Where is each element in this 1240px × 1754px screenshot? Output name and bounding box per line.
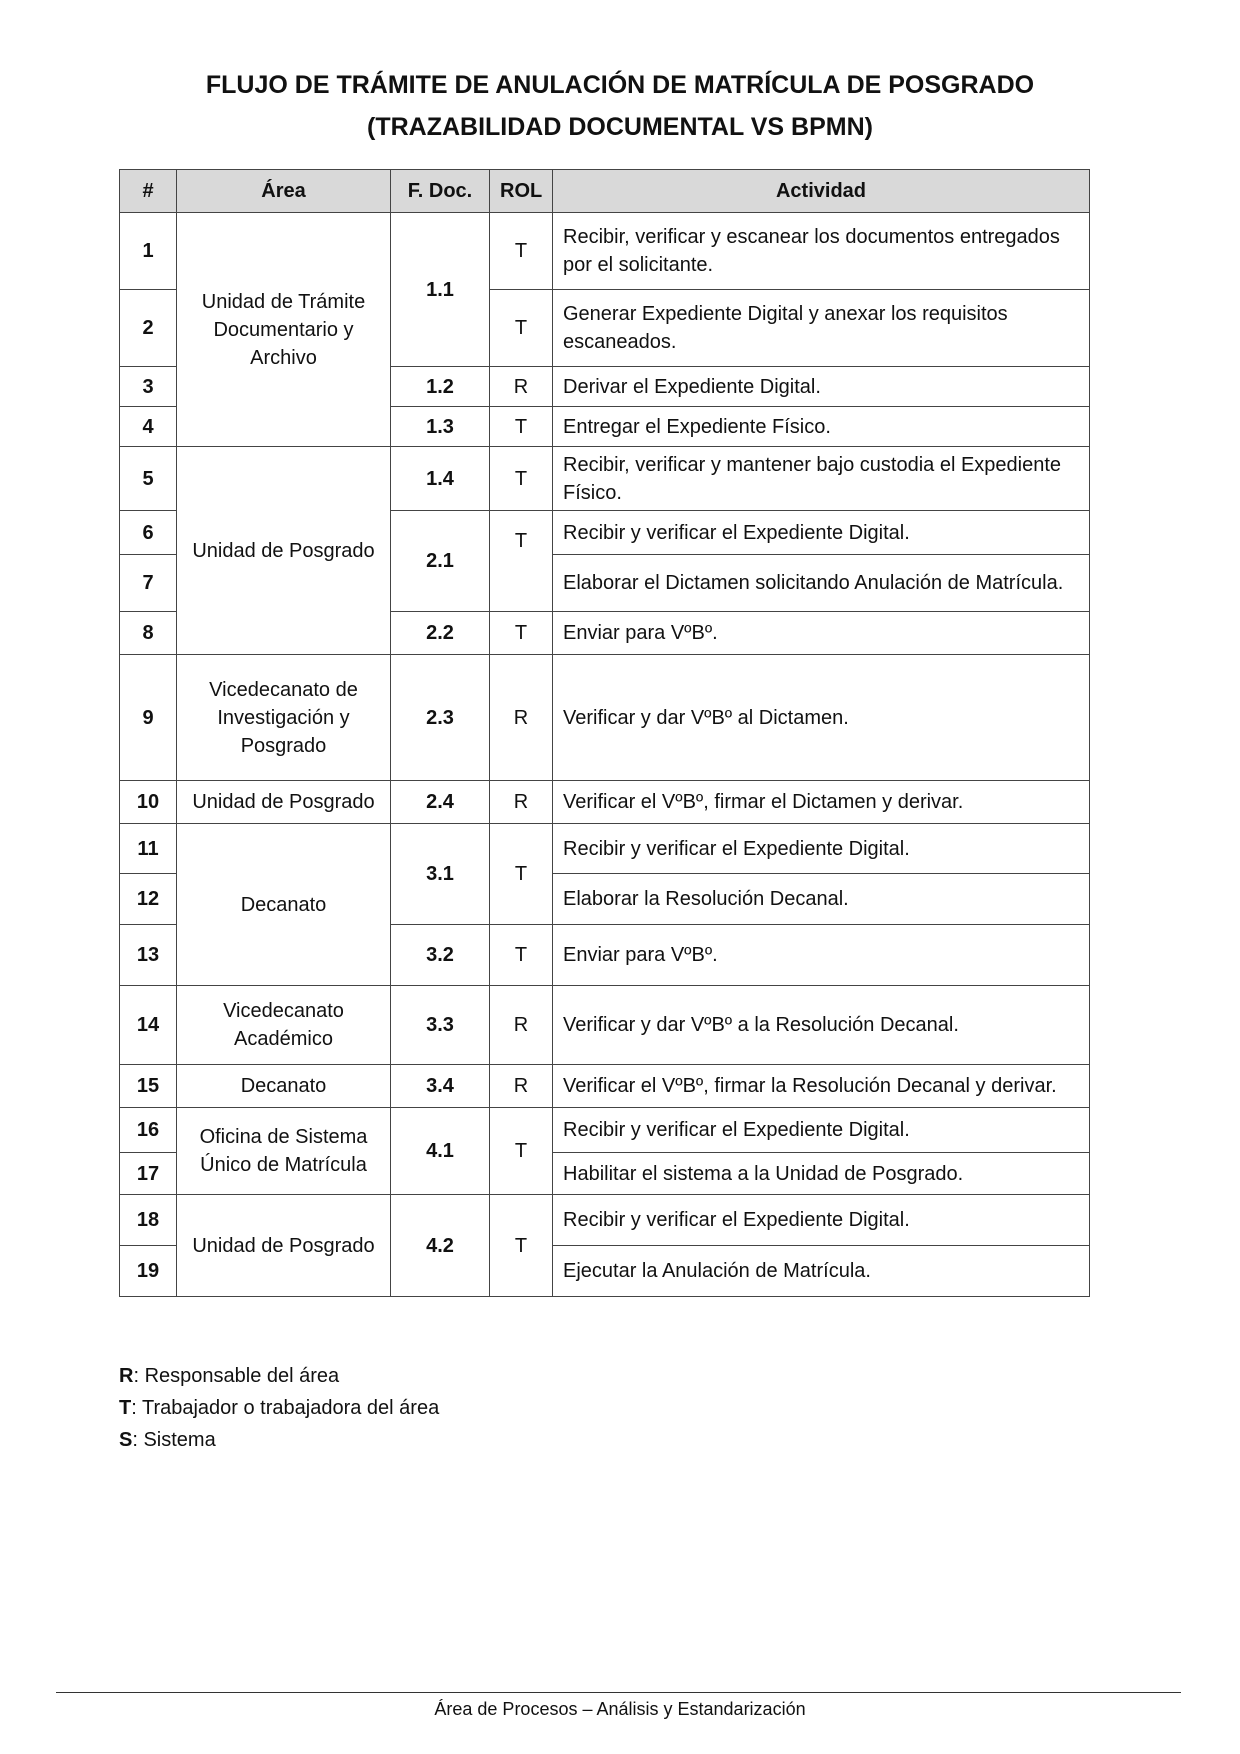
row-num: 19 [120, 1246, 177, 1297]
table-row [120, 781, 1090, 824]
row-actividad: Ejecutar la Anulación de Matrícula. [553, 1246, 1090, 1297]
row-actividad: Recibir, verificar y mantener bajo custodia el Expediente Físico. [553, 447, 1090, 511]
row-rol: T [490, 612, 553, 655]
row-actividad: Elaborar la Resolución Decanal. [553, 874, 1090, 925]
row-rol: T [490, 1195, 553, 1297]
header-num: # [120, 170, 177, 213]
table-row [120, 213, 1090, 290]
row-num: 15 [120, 1065, 177, 1108]
row-rol: R [490, 781, 553, 824]
row-num: 10 [120, 781, 177, 824]
row-actividad: Recibir y verificar el Expediente Digital. [553, 824, 1090, 874]
row-area: Decanato [177, 824, 391, 986]
legend-item-s [119, 1424, 439, 1456]
row-rol: R [490, 986, 553, 1065]
row-num: 14 [120, 986, 177, 1065]
row-fdoc: 1.2 [391, 367, 490, 407]
row-fdoc: 2.3 [391, 655, 490, 781]
table-row [120, 655, 1090, 781]
row-actividad: Generar Expediente Digital y anexar los requisitos escaneados. [553, 290, 1090, 367]
title-line-1: FLUJO DE TRÁMITE DE ANULACIÓN DE MATRÍCULA DE POSGRADO [205, 71, 1035, 99]
row-area: Unidad de Posgrado [177, 1195, 391, 1297]
row-rol: R [490, 367, 553, 407]
header-actividad: Actividad [553, 170, 1090, 213]
legend-item-t [119, 1392, 439, 1424]
row-num: 3 [120, 367, 177, 407]
row-num: 18 [120, 1195, 177, 1246]
row-actividad: Enviar para VºBº. [553, 925, 1090, 986]
row-num: 17 [120, 1153, 177, 1195]
title-line-2: (TRAZABILIDAD DOCUMENTAL VS BPMN) [367, 113, 873, 141]
row-actividad: Recibir y verificar el Expediente Digital. [553, 511, 1090, 555]
row-fdoc: 3.1 [391, 824, 490, 925]
row-num: 13 [120, 925, 177, 986]
row-fdoc: 4.2 [391, 1195, 490, 1297]
row-area: Decanato [177, 1065, 391, 1108]
row-rol: T [490, 407, 553, 447]
row-actividad: Entregar el Expediente Físico. [553, 407, 1090, 447]
row-fdoc: 1.3 [391, 407, 490, 447]
row-area: Vicedecanato de Investigación y Posgrado [177, 655, 391, 781]
row-actividad: Enviar para VºBº. [553, 612, 1090, 655]
row-rol: R [490, 655, 553, 781]
legend-text: : Trabajador o trabajadora del área [131, 1397, 440, 1419]
row-actividad: Verificar el VºBº, firmar la Resolución Decanal y derivar. [553, 1065, 1090, 1108]
legend-text: : Sistema [132, 1429, 216, 1451]
trazabilidad-table [119, 169, 1090, 1297]
row-num: 9 [120, 655, 177, 781]
row-area: Unidad de Trámite Documentario y Archivo [177, 213, 391, 447]
page-footer: Área de Procesos – Análisis y Estandarización [434, 1699, 806, 1719]
row-rol: T [490, 290, 553, 367]
row-actividad: Elaborar el Dictamen solicitando Anulación de Matrícula. [553, 555, 1090, 612]
row-rol: T [490, 511, 553, 612]
row-fdoc: 2.1 [391, 511, 490, 612]
row-actividad: Recibir, verificar y escanear los documentos entregados por el solicitante. [553, 213, 1090, 290]
legend-item-r [119, 1360, 439, 1392]
row-area: Oficina de Sistema Único de Matrícula [177, 1108, 391, 1195]
row-num: 8 [120, 612, 177, 655]
row-rol: T [490, 824, 553, 925]
table-row [120, 1195, 1090, 1246]
row-num: 6 [120, 511, 177, 555]
table-row [120, 824, 1090, 874]
header-fdoc: F. Doc. [391, 170, 490, 213]
row-num: 1 [120, 213, 177, 290]
legend-key: T [119, 1397, 132, 1419]
row-num: 2 [120, 290, 177, 367]
row-actividad: Verificar y dar VºBº al Dictamen. [553, 655, 1090, 781]
row-num: 16 [120, 1108, 177, 1153]
row-rol: T [490, 1108, 553, 1195]
row-area: Unidad de Posgrado [177, 781, 391, 824]
row-area: Vicedecanato Académico [177, 986, 391, 1065]
row-num: 7 [120, 555, 177, 612]
legend-text: : Responsable del área [133, 1365, 340, 1387]
row-fdoc: 4.1 [391, 1108, 490, 1195]
legend-key: R [119, 1365, 134, 1387]
row-num: 12 [120, 874, 177, 925]
row-fdoc: 2.2 [391, 612, 490, 655]
row-rol: T [490, 447, 553, 511]
row-num: 11 [120, 824, 177, 874]
row-num: 4 [120, 407, 177, 447]
header-rol: ROL [490, 170, 553, 213]
row-actividad: Habilitar el sistema a la Unidad de Posgrado. [553, 1153, 1090, 1195]
row-fdoc: 1.4 [391, 447, 490, 511]
header-area: Área [177, 170, 391, 213]
row-num: 5 [120, 447, 177, 511]
table-header-row [120, 170, 1090, 213]
table-row [120, 986, 1090, 1065]
row-rol: T [490, 213, 553, 290]
rol-legend [119, 1360, 439, 1456]
table-row [120, 1108, 1090, 1153]
row-fdoc: 3.4 [391, 1065, 490, 1108]
row-rol: T [490, 925, 553, 986]
legend-key: S [119, 1429, 133, 1451]
row-area: Unidad de Posgrado [177, 447, 391, 655]
row-fdoc: 1.1 [391, 213, 490, 367]
row-actividad: Verificar y dar VºBº a la Resolución Decanal. [553, 986, 1090, 1065]
document-title [0, 64, 1240, 148]
table-row [120, 1065, 1090, 1108]
row-actividad: Recibir y verificar el Expediente Digital. [553, 1108, 1090, 1153]
row-actividad: Recibir y verificar el Expediente Digital. [553, 1195, 1090, 1246]
row-rol: R [490, 1065, 553, 1108]
row-actividad: Verificar el VºBº, firmar el Dictamen y derivar. [553, 781, 1090, 824]
row-actividad: Derivar el Expediente Digital. [553, 367, 1090, 407]
table-row [120, 447, 1090, 511]
row-fdoc: 2.4 [391, 781, 490, 824]
footer-divider [56, 1692, 1181, 1693]
row-fdoc: 3.3 [391, 986, 490, 1065]
row-fdoc: 3.2 [391, 925, 490, 986]
